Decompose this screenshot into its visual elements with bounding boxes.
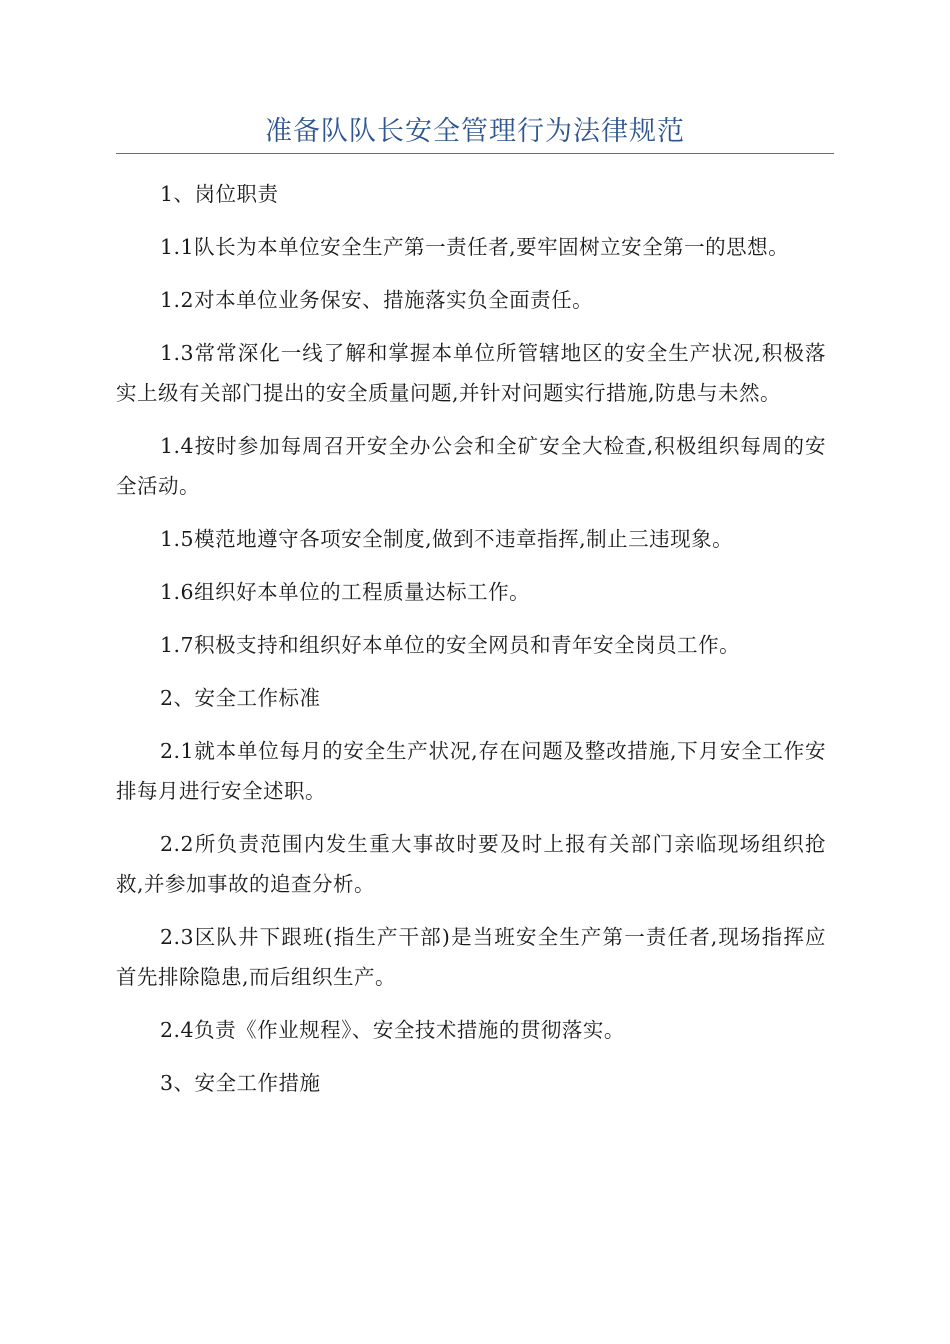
clause-2-4: 2.4负责《作业规程》、安全技术措施的贯彻落实。 [160,1018,625,1042]
section-heading-3: 3、安全工作措施 [160,1071,321,1095]
clause-2-3: 2.3区队井下跟班(指生产干部)是当班安全生产第一责任者,现场指挥应首先排除隐患,而后组织生产。 [116,925,826,989]
clause-2-2: 2.2所负责范围内发生重大事故时要及时上报有关部门亲临现场组织抢救,并参加事故的追查分析。 [116,832,826,896]
document-title: 准备队队长安全管理行为法律规范 [265,116,685,147]
clause-1-5: 1.5模范地遵守各项安全制度,做到不违章指挥,制止三违现象。 [160,527,734,551]
section-heading-2: 2、安全工作标准 [160,686,321,710]
document-body [116,174,826,1116]
clause-1-7: 1.7积极支持和组织好本单位的安全网员和青年安全岗员工作。 [160,633,741,657]
title-underline [116,153,834,154]
section-heading-1: 1、岗位职责 [160,182,279,206]
clause-1-6: 1.6组织好本单位的工程质量达标工作。 [160,580,531,604]
clause-1-3: 1.3常常深化一线了解和掌握本单位所管辖地区的安全生产状况,积极落实上级有关部门提出的安全质量问题,并针对问题实行措施,防患与未然。 [116,341,826,405]
clause-2-1: 2.1就本单位每月的安全生产状况,存在问题及整改措施,下月安全工作安排每月进行安全述职。 [116,739,826,803]
clause-1-2: 1.2对本单位业务保安、措施落实负全面责任。 [160,288,594,312]
clause-1-4: 1.4按时参加每周召开安全办公会和全矿安全大检查,积极组织每周的安全活动。 [116,434,826,498]
clause-1-1: 1.1队长为本单位安全生产第一责任者,要牢固树立安全第一的思想。 [160,235,790,259]
